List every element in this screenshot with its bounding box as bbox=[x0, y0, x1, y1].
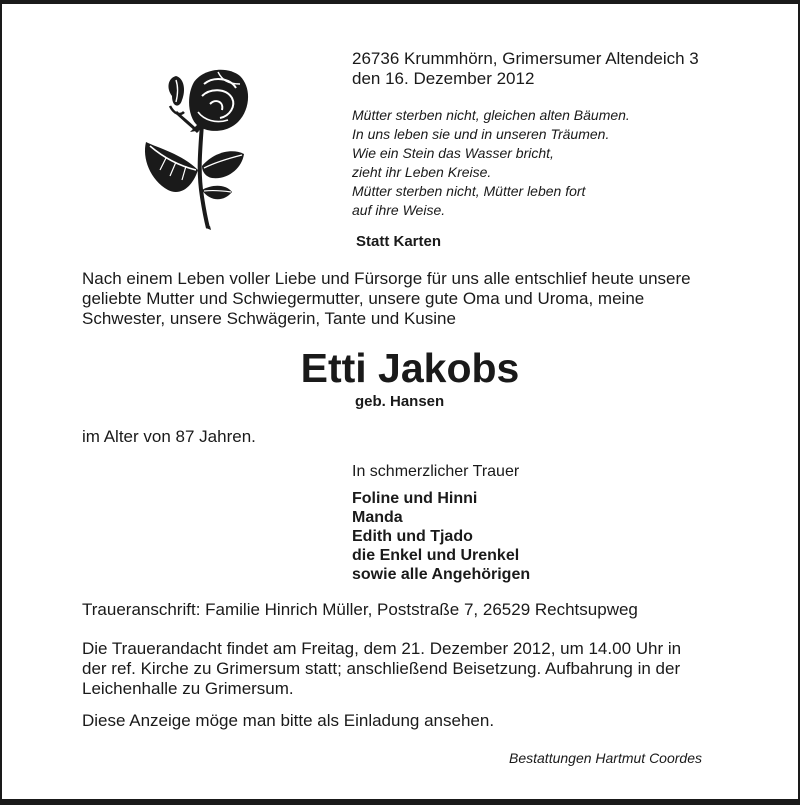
statt-karten-heading: Statt Karten bbox=[356, 233, 442, 250]
deceased-name: Etti Jakobs bbox=[300, 345, 520, 391]
mourner: sowie alle Angehörigen bbox=[352, 566, 531, 583]
poem-line: zieht ihr Leben Kreise. bbox=[352, 164, 492, 180]
mourner: Foline und Hinni bbox=[352, 490, 478, 507]
intro-line: Schwester, unsere Schwägerin, Tante und Kusine bbox=[82, 309, 456, 328]
service-line: Die Trauerandacht findet am Freitag, dem 21. Dezember 2012, um 14.00 Uhr in bbox=[82, 639, 682, 658]
service-line: der ref. Kirche zu Grimersum statt; anschließend Beisetzung. Aufbahrung in der bbox=[82, 659, 681, 678]
mourners-list bbox=[352, 489, 530, 584]
rose-icon bbox=[132, 62, 252, 232]
invitation-note: Diese Anzeige möge man bitte als Einladung ansehen. bbox=[82, 711, 495, 730]
mourning-address: Traueranschrift: Familie Hinrich Müller, Poststraße 7, 26529 Rechtsupweg bbox=[82, 600, 638, 619]
poem-line: Mütter sterben nicht, Mütter leben fort bbox=[352, 183, 586, 199]
poem-line: Mütter sterben nicht, gleichen alten Bäumen. bbox=[352, 107, 630, 123]
poem bbox=[352, 106, 630, 220]
undertaker-credit: Bestattungen Hartmut Coordes bbox=[509, 750, 702, 766]
notice-date: den 16. Dezember 2012 bbox=[352, 69, 535, 88]
mourner: Manda bbox=[352, 509, 403, 526]
mourning-heading: In schmerzlicher Trauer bbox=[352, 463, 520, 480]
mourner: die Enkel und Urenkel bbox=[352, 547, 520, 564]
age-text: im Alter von 87 Jahren. bbox=[82, 427, 256, 446]
birth-name: geb. Hansen bbox=[355, 393, 445, 410]
intro-line: Nach einem Leben voller Liebe und Fürsorge für uns alle entschlief heute unsere bbox=[82, 269, 691, 288]
intro-line: geliebte Mutter und Schwiegermutter, unsere gute Oma und Uroma, meine bbox=[82, 289, 645, 308]
mourner: Edith und Tjado bbox=[352, 528, 473, 545]
poem-line: Wie ein Stein das Wasser bricht, bbox=[352, 145, 554, 161]
sender-address: 26736 Krummhörn, Grimersumer Altendeich 3 bbox=[352, 49, 699, 68]
service-paragraph bbox=[82, 639, 681, 699]
service-line: Leichenhalle zu Grimersum. bbox=[82, 679, 294, 698]
poem-line: auf ihre Weise. bbox=[352, 202, 446, 218]
intro-paragraph bbox=[82, 269, 691, 329]
poem-line: In uns leben sie und in unseren Träumen. bbox=[352, 126, 610, 142]
